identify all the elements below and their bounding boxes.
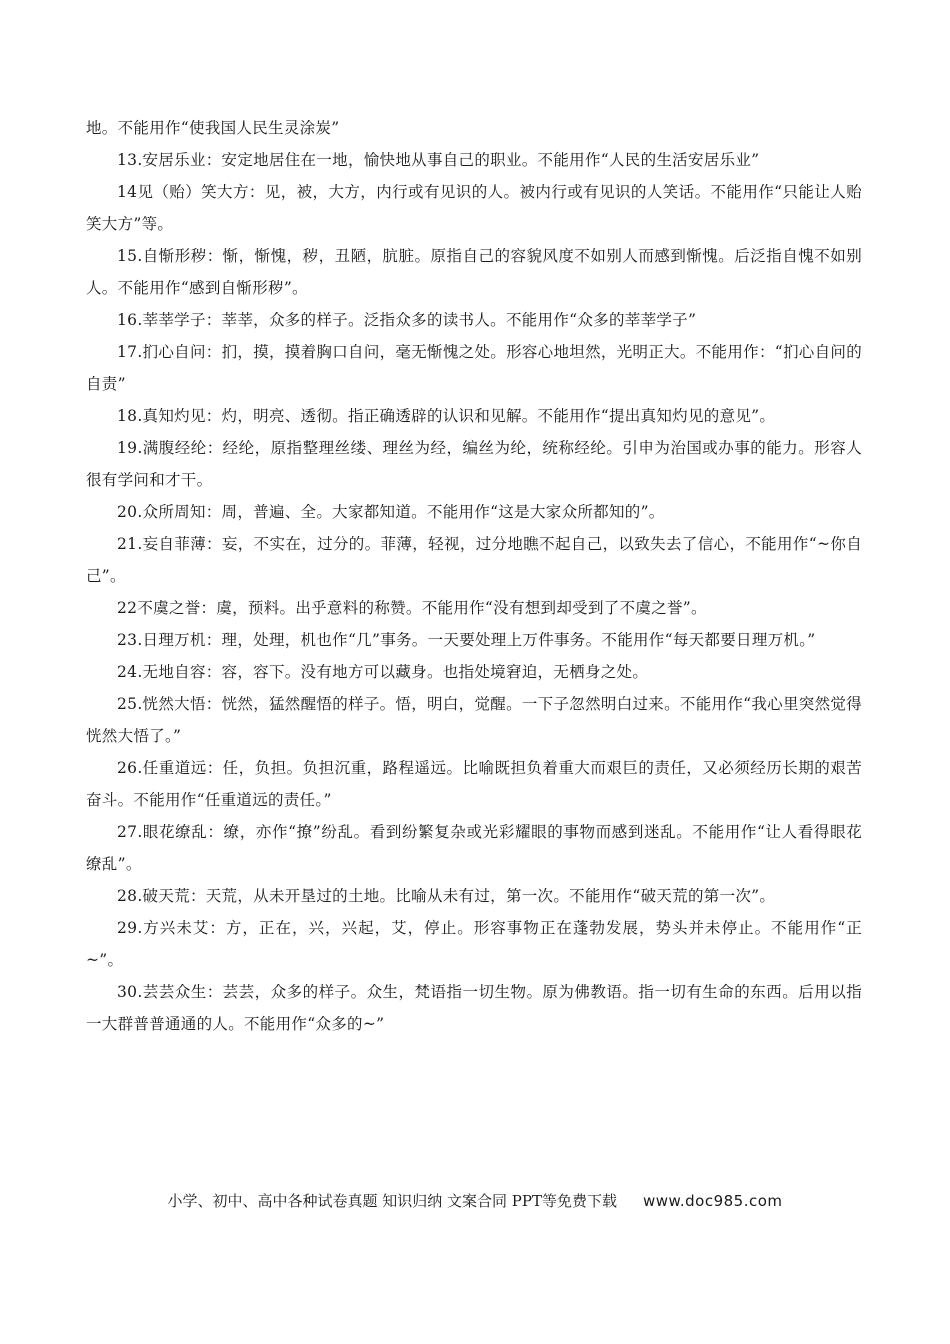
idiom-entry-15: 15.自惭形秽：惭，惭愧，秽，丑陋，肮脏。原指自己的容貌风度不如别人而感到惭愧。后泛指自愧不如别人。不能用作“感到自惭形秽”。 [86,247,862,297]
document-body [86,112,862,1040]
idiom-entry-18: 18.真知灼见：灼，明亮、透彻。指正确透辟的认识和见解。不能用作“提出真知灼见的意见”。 [117,407,776,425]
idiom-entry-27: 27.眼花缭乱：缭，亦作“撩”纷乱。看到纷繁复杂或光彩耀眼的事物而感到迷乱。不能用作“让人看得眼花缭乱”。 [86,823,862,873]
idiom-entry-29: 29.方兴未艾：方，正在，兴，兴起，艾，停止。形容事物正在蓬勃发展，势头并未停止。不能用作“正~”。 [86,919,862,969]
idiom-entry-30: 30.芸芸众生：芸芸，众多的样子。众生，梵语指一切生物。原为佛教语。指一切有生命的东西。后用以指一大群普普通通的人。不能用作“众多的~” [86,983,862,1033]
idiom-entry-28: 28.破天荒：天荒，从未开垦过的土地。比喻从未有过，第一次。不能用作“破天荒的第一次”。 [117,887,776,905]
idiom-entry-24: 24.无地自容：容，容下。没有地方可以藏身。也指处境窘迫，无栖身之处。 [117,663,649,681]
idiom-entry-23: 23.日理万机：理，处理，机也作“几”事务。一天要处理上万件事务。不能用作“每天都要日理万机。” [117,631,816,649]
idiom-entry-21: 21.妄自菲薄：妄，不实在，过分的。菲薄，轻视，过分地瞧不起自己，以致失去了信心，不能用作“~你自己”。 [86,535,862,585]
idiom-entry-20: 20.众所周知：周，普遍、全。大家都知道。不能用作“这是大家众所都知的”。 [117,503,665,521]
idiom-entry-16: 16.莘莘学子：莘莘，众多的样子。泛指众多的读书人。不能用作“众多的莘莘学子” [117,311,697,329]
idiom-entry-17: 17.扪心自问：扪，摸，摸着胸口自问，毫无惭愧之处。形容心地坦然，光明正大。不能用作：“扪心自问的自责” [86,343,862,393]
idiom-entry-22: 22不虞之誉：虞，预料。出乎意料的称赞。不能用作“没有想到却受到了不虞之誉”。 [117,599,707,617]
idiom-entry-19: 19.满腹经纶：经纶，原指整理丝缕、理丝为经，编丝为纶，统称经纶。引申为治国或办事的能力。形容人很有学问和才干。 [86,439,862,489]
idiom-entry-26: 26.任重道远：任，负担。负担沉重，路程遥远。比喻既担负着重大而艰巨的责任，又必须经历长期的艰苦奋斗。不能用作“任重道远的责任。” [86,759,862,809]
idiom-entry-14: 14见（贻）笑大方：见，被，大方，内行或有见识的人。被内行或有见识的人笑话。不能用作“只能让人贻笑大方”等。 [86,183,862,233]
footer-text: 小学、初中、高中各种试卷真题 知识归纳 文案合同 PPT等免费下载 [167,1192,617,1210]
paragraph-continued: 地。不能用作“使我国人民生灵涂炭” [86,119,340,137]
idiom-entry-13: 13.安居乐业：安定地居住在一地，愉快地从事自己的职业。不能用作“人民的生活安居乐业” [117,151,760,169]
footer-url[interactable]: www.doc985.com [642,1192,783,1210]
idiom-entry-25: 25.恍然大悟：恍然，猛然醒悟的样子。悟，明白，觉醒。一下子忽然明白过来。不能用作“我心里突然觉得恍然大悟了。” [86,695,862,745]
page-footer [0,1187,950,1215]
